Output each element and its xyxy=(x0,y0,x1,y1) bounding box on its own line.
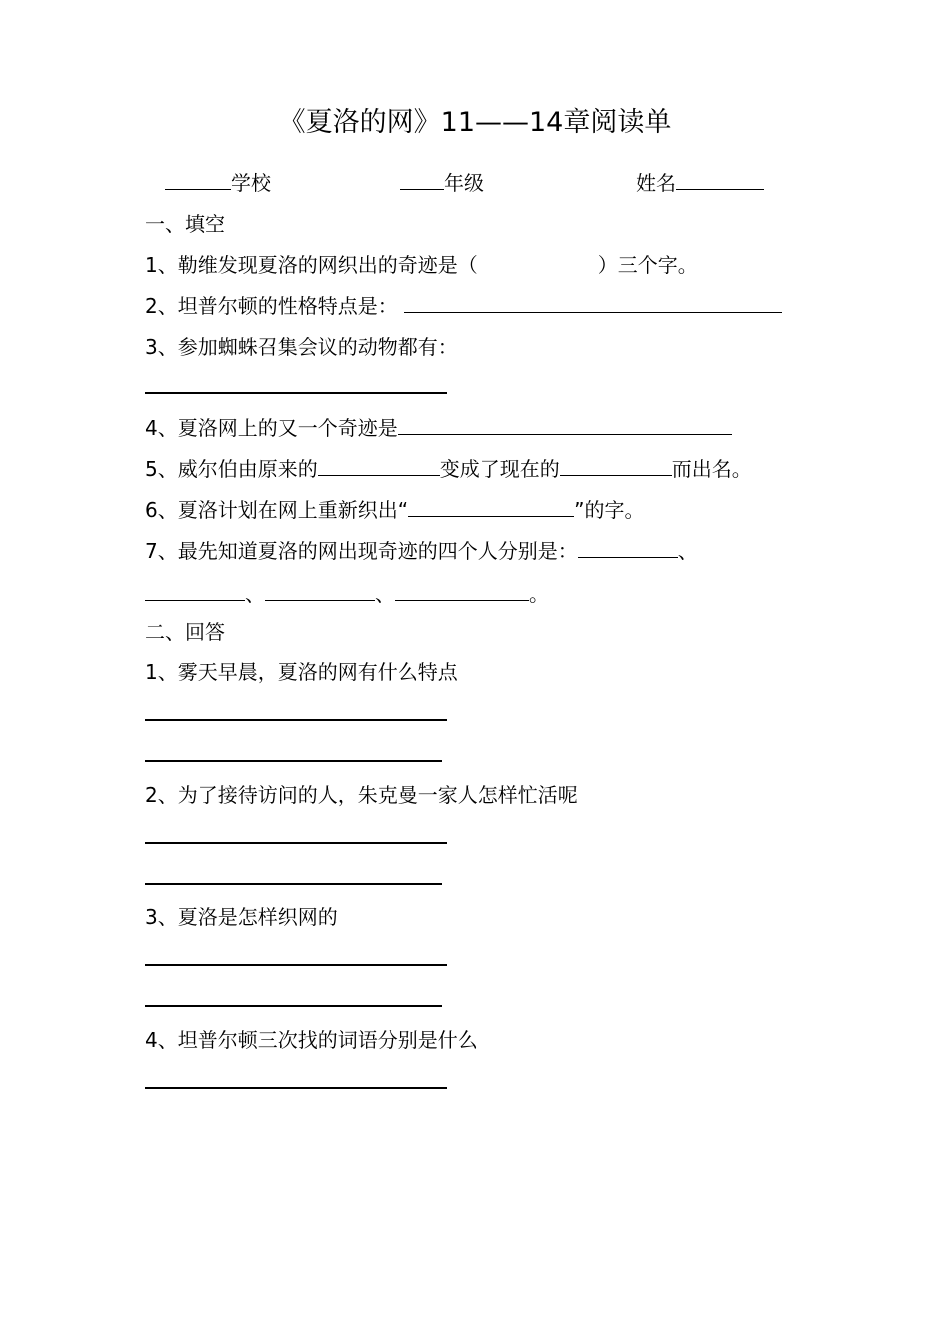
school-field xyxy=(165,171,271,195)
grade-field xyxy=(400,171,484,195)
q7-blank-3[interactable] xyxy=(265,582,375,601)
q5-text-3: 而出名。 xyxy=(671,457,752,481)
fill-question-7-cont xyxy=(145,582,549,606)
fill-question-1 xyxy=(145,253,698,277)
q2-text: 2、坦普尔顿的性格特点是： xyxy=(145,294,398,318)
answer-question-4: 4、坦普尔顿三次找的词语分别是什么 xyxy=(145,1028,478,1052)
section2-heading: 二、回答 xyxy=(145,620,225,644)
a1-answer-line-2[interactable] xyxy=(145,760,442,762)
q7-text: 7、最先知道夏洛的网出现奇迹的四个人分别是： xyxy=(145,539,578,563)
q5-text-1: 5、威尔伯由原来的 xyxy=(145,457,318,481)
q3-answer-line[interactable] xyxy=(145,392,447,394)
q5-blank-2[interactable] xyxy=(560,457,672,476)
q7-blank-4[interactable] xyxy=(395,582,529,601)
q1-text-before: 1、勒维发现夏洛的网织出的奇迹是（ xyxy=(145,253,478,277)
fill-question-4 xyxy=(145,416,732,440)
a3-answer-line-2[interactable] xyxy=(145,1005,442,1007)
q6-blank[interactable] xyxy=(408,498,574,517)
a4-answer-line-1[interactable] xyxy=(145,1087,447,1089)
name-field xyxy=(636,171,764,195)
grade-label: 年级 xyxy=(444,171,484,195)
a1-answer-line-1[interactable] xyxy=(145,719,447,721)
name-label: 姓名 xyxy=(636,171,676,195)
fill-question-2 xyxy=(145,294,782,318)
answer-question-3: 3、夏洛是怎样织网的 xyxy=(145,905,338,929)
q2-blank[interactable] xyxy=(404,294,782,313)
q7-sep-2: 、 xyxy=(245,582,265,606)
q7-end: 。 xyxy=(529,582,549,606)
a3-answer-line-1[interactable] xyxy=(145,964,447,966)
q6-text-2: ”的字。 xyxy=(574,498,645,522)
q7-blank-1[interactable] xyxy=(578,539,678,558)
q6-text-1: 6、夏洛计划在网上重新织出“ xyxy=(145,498,409,522)
a2-answer-line-1[interactable] xyxy=(145,842,447,844)
q5-blank-1[interactable] xyxy=(318,457,440,476)
q7-sep-3: 、 xyxy=(375,582,395,606)
a2-answer-line-2[interactable] xyxy=(145,883,442,885)
fill-question-7 xyxy=(145,539,698,563)
fill-question-5 xyxy=(145,457,752,481)
q4-text: 4、夏洛网上的又一个奇迹是 xyxy=(145,416,398,440)
q7-sep-1: 、 xyxy=(677,539,698,563)
school-label: 学校 xyxy=(231,171,271,195)
school-blank[interactable] xyxy=(165,171,231,190)
q5-text-2: 变成了现在的 xyxy=(439,457,560,481)
q4-blank[interactable] xyxy=(398,416,732,435)
page-title: 《夏洛的网》11——14章阅读单 xyxy=(278,107,672,138)
section1-heading: 一、填空 xyxy=(145,212,225,236)
grade-blank[interactable] xyxy=(400,171,444,190)
name-blank[interactable] xyxy=(676,171,764,190)
answer-question-2: 2、为了接待访问的人，朱克曼一家人怎样忙活呢 xyxy=(145,783,578,807)
answer-question-1: 1、雾天早晨，夏洛的网有什么特点 xyxy=(145,660,458,684)
q7-blank-2[interactable] xyxy=(145,582,245,601)
fill-question-3: 3、参加蜘蛛召集会议的动物都有： xyxy=(145,335,458,359)
q1-text-after: ）三个字。 xyxy=(597,253,698,277)
fill-question-6 xyxy=(145,498,644,522)
